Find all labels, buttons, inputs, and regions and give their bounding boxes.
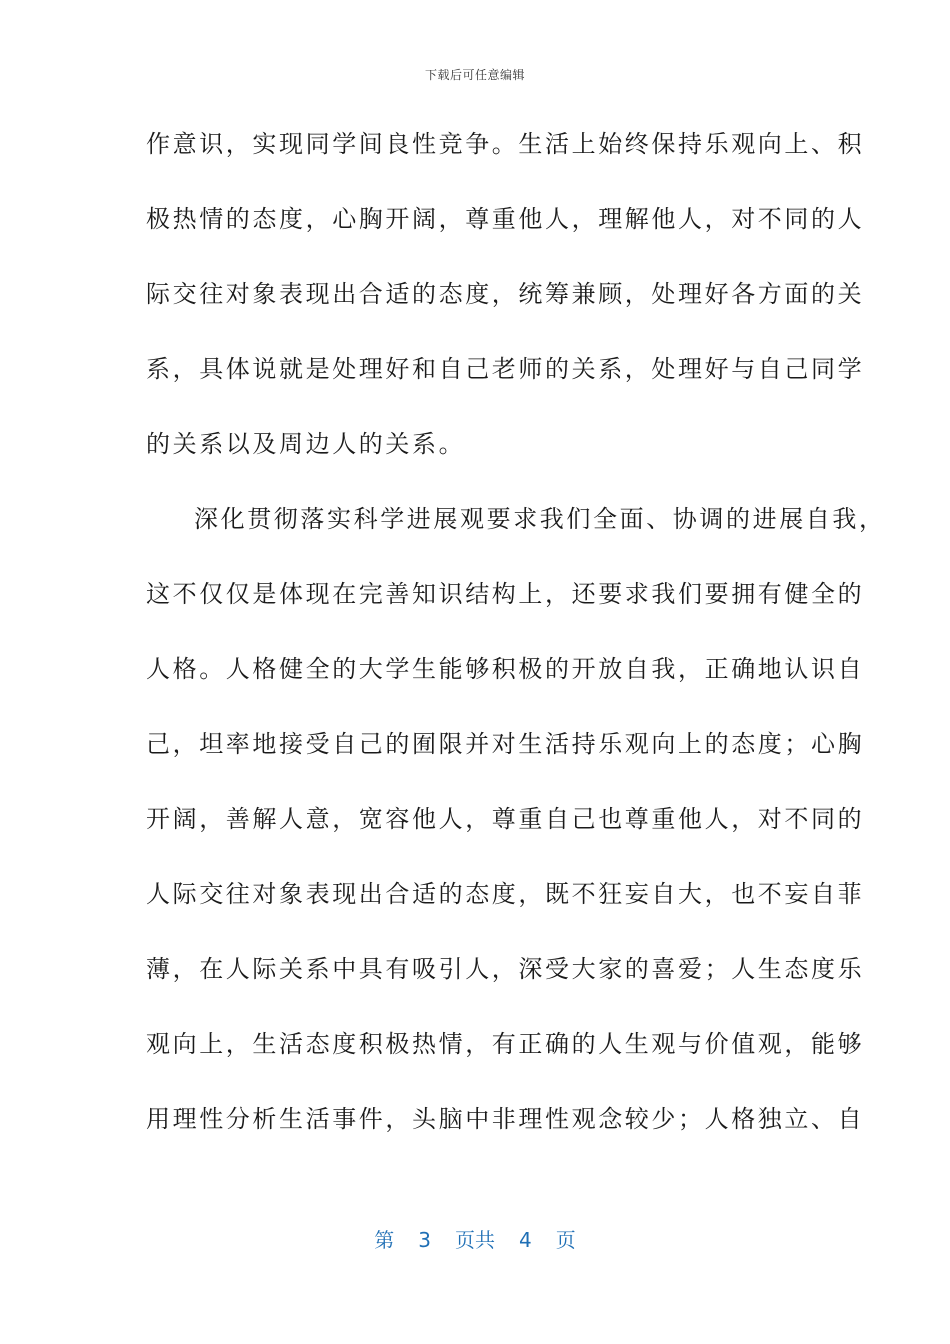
page-footer bbox=[0, 1224, 950, 1253]
text-line: 己，坦率地接受自己的囿限并对生活持乐观向上的态度；心胸 bbox=[146, 730, 865, 758]
text-line: 观向上，生活态度积极热情，有正确的人生观与价值观，能够 bbox=[146, 1030, 865, 1058]
text-line: 的关系以及周边人的关系。 bbox=[146, 430, 466, 458]
text-line: 系，具体说就是处理好和自己老师的关系，处理好与自己同学 bbox=[146, 355, 865, 383]
text-line: 极热情的态度，心胸开阔，尊重他人，理解他人，对不同的人 bbox=[146, 205, 865, 233]
header-note: 下载后可任意编辑 bbox=[424, 68, 525, 82]
text-line: 际交往对象表现出合适的态度，统筹兼顾，处理好各方面的关 bbox=[146, 280, 865, 308]
text-line: 薄，在人际关系中具有吸引人，深受大家的喜爱；人生态度乐 bbox=[146, 955, 865, 983]
text-line: 这不仅仅是体现在完善知识结构上，还要求我们要拥有健全的 bbox=[146, 580, 865, 608]
text-line: 用理性分析生活事件，头脑中非理性观念较少；人格独立、自 bbox=[146, 1105, 865, 1133]
footer-middle: 页共 bbox=[455, 1228, 495, 1252]
footer-suffix: 页 bbox=[555, 1228, 576, 1252]
total-pages-number: 4 bbox=[519, 1228, 532, 1252]
current-page-number: 3 bbox=[418, 1228, 431, 1252]
document-body bbox=[146, 118, 886, 1168]
text-line: 人际交往对象表现出合适的态度，既不狂妄自大，也不妄自菲 bbox=[146, 880, 865, 908]
text-line: 作意识，实现同学间良性竞争。生活上始终保持乐观向上、积 bbox=[146, 130, 865, 158]
paragraph-start-line: 深化贯彻落实科学进展观要求我们全面、协调的进展自我， bbox=[194, 505, 886, 533]
text-line: 开阔，善解人意，宽容他人，尊重自己也尊重他人，对不同的 bbox=[146, 805, 865, 833]
footer-prefix: 第 bbox=[374, 1228, 395, 1252]
text-line: 人格。人格健全的大学生能够积极的开放自我，正确地认识自 bbox=[146, 655, 865, 683]
